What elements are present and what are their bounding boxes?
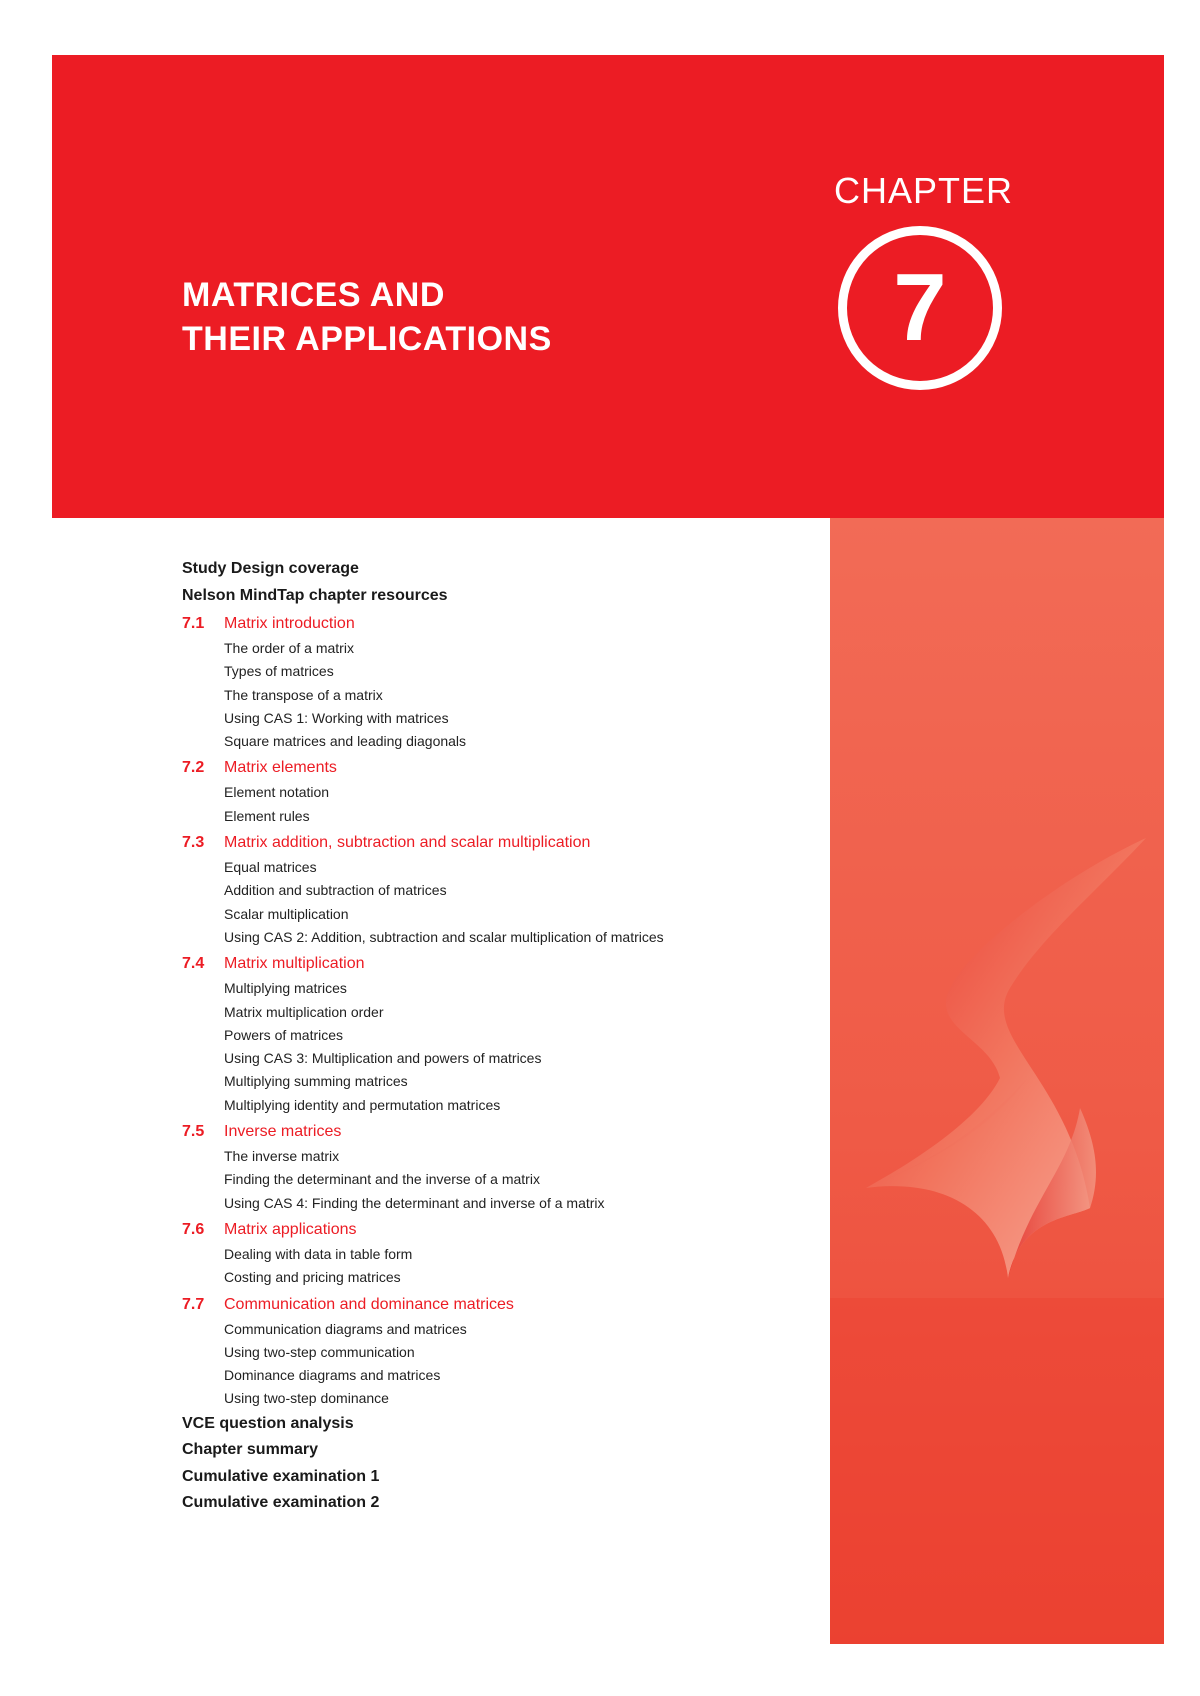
- section-number: 7.4: [182, 955, 205, 973]
- toc-subsection[interactable]: Costing and pricing matrices: [224, 1269, 401, 1286]
- toc-subsection[interactable]: Scalar multiplication: [224, 905, 349, 922]
- toc-outro-list: [182, 1411, 802, 1517]
- toc-subsection[interactable]: The inverse matrix: [224, 1148, 340, 1165]
- panel-floor-shade: [830, 1298, 1164, 1644]
- toc-main-entry[interactable]: Cumulative examination 1: [182, 1467, 380, 1485]
- toc-subsection[interactable]: Communication diagrams and matrices: [224, 1320, 467, 1337]
- section-title: Matrix addition, subtraction and scalar multiplication: [224, 834, 591, 852]
- toc-section-group: [182, 954, 802, 1117]
- toc-subsection[interactable]: The transpose of a matrix: [224, 686, 383, 703]
- chapter-title: [182, 273, 552, 361]
- toc-subsection[interactable]: Element notation: [224, 784, 330, 801]
- section-title: Matrix elements: [224, 759, 337, 777]
- toc-section-group: [182, 614, 802, 753]
- toc-section-group: [182, 1220, 802, 1290]
- toc-main-entry[interactable]: Cumulative examination 2: [182, 1494, 380, 1512]
- toc-subsection[interactable]: Using CAS 2: Addition, subtraction and scalar multiplication of matrices: [224, 928, 664, 945]
- toc-section-heading[interactable]: [182, 1220, 802, 1240]
- section-title: Matrix introduction: [224, 615, 355, 632]
- toc-subsection[interactable]: Using two-step dominance: [224, 1390, 389, 1407]
- decorative-side-panel: [830, 518, 1164, 1644]
- toc-section-heading[interactable]: [182, 1295, 802, 1315]
- toc-subsection[interactable]: Finding the determinant and the inverse of a matrix: [224, 1171, 540, 1188]
- toc-main-entry[interactable]: Chapter summary: [182, 1441, 319, 1459]
- table-of-contents: [182, 556, 802, 1517]
- section-number: 7.7: [182, 1295, 205, 1313]
- toc-section-heading[interactable]: [182, 758, 802, 778]
- toc-subsection[interactable]: Using CAS 1: Working with matrices: [224, 709, 449, 726]
- toc-main-entry[interactable]: Study Design coverage: [182, 560, 359, 577]
- toc-subsection[interactable]: Element rules: [224, 807, 310, 824]
- section-number: 7.6: [182, 1220, 205, 1238]
- toc-sections: [182, 614, 802, 1411]
- section-title: Communication and dominance matrices: [224, 1295, 514, 1313]
- toc-section-heading[interactable]: [182, 1122, 802, 1142]
- toc-subsection[interactable]: Matrix multiplication order: [224, 1003, 384, 1020]
- toc-section-heading[interactable]: [182, 954, 802, 974]
- toc-subsection[interactable]: Multiplying identity and permutation matrices: [224, 1096, 501, 1113]
- section-number: 7.1: [182, 615, 205, 632]
- section-number: 7.2: [182, 759, 205, 777]
- chapter-number: 7: [893, 254, 947, 361]
- toc-subsection[interactable]: Using CAS 3: Multiplication and powers of matrices: [224, 1050, 542, 1067]
- toc-subsection[interactable]: Powers of matrices: [224, 1026, 344, 1043]
- toc-subsection[interactable]: Types of matrices: [224, 663, 334, 680]
- toc-subsection[interactable]: Dominance diagrams and matrices: [224, 1367, 441, 1384]
- chapter-number-badge: [838, 226, 1002, 390]
- section-number: 7.5: [182, 1123, 205, 1141]
- toc-section-heading[interactable]: [182, 614, 802, 634]
- toc-section-group: [182, 1295, 802, 1411]
- toc-subsection[interactable]: Multiplying summing matrices: [224, 1073, 408, 1090]
- toc-subsection[interactable]: The order of a matrix: [224, 640, 354, 656]
- chapter-title-line-2: THEIR APPLICATIONS: [182, 320, 552, 358]
- section-title: Matrix multiplication: [224, 955, 365, 973]
- toc-subsection[interactable]: Equal matrices: [224, 859, 317, 876]
- toc-subsection[interactable]: Addition and subtraction of matrices: [224, 882, 447, 899]
- toc-subsection[interactable]: Using CAS 4: Finding the determinant and inverse of a matrix: [224, 1194, 605, 1211]
- section-title: Inverse matrices: [224, 1123, 342, 1141]
- toc-section-group: [182, 1122, 802, 1215]
- toc-main-entry[interactable]: Nelson MindTap chapter resources: [182, 586, 448, 604]
- section-number: 7.3: [182, 834, 205, 852]
- toc-section-heading[interactable]: [182, 833, 802, 853]
- toc-section-group: [182, 833, 802, 949]
- toc-subsection[interactable]: Dealing with data in table form: [224, 1245, 413, 1262]
- toc-subsection[interactable]: Using two-step communication: [224, 1343, 415, 1360]
- chapter-label: CHAPTER: [834, 170, 1014, 211]
- toc-intro-list: [182, 556, 802, 609]
- section-title: Matrix applications: [224, 1220, 357, 1238]
- toc-section-group: [182, 758, 802, 828]
- toc-subsection[interactable]: Square matrices and leading diagonals: [224, 733, 467, 750]
- chapter-title-line-1: MATRICES AND: [182, 276, 445, 314]
- toc-subsection[interactable]: Multiplying matrices: [224, 980, 347, 997]
- toc-main-entry[interactable]: VCE question analysis: [182, 1414, 354, 1432]
